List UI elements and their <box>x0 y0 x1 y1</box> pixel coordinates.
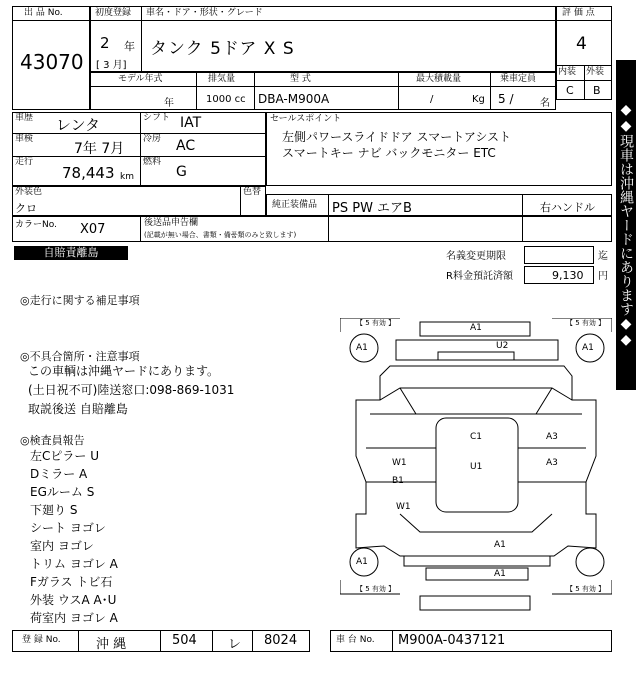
lot-no: 43070 <box>20 50 84 74</box>
recycle-unit: 円 <box>598 271 608 282</box>
mark-front-left-tire: A1 <box>356 343 368 353</box>
shift: IAT <box>180 115 202 131</box>
first-reg-label: 初度登録 <box>95 8 132 18</box>
name-change-unit: 迄 <box>598 251 608 262</box>
mark-rear-bumper: A1 <box>494 569 506 579</box>
inspector-line: シート ヨゴレ <box>30 521 106 535</box>
inspector-line: EGルーム S <box>30 485 95 499</box>
year-unit: 年 <box>124 40 135 53</box>
reg-no-label: 登 録 No. <box>22 635 61 645</box>
capacity-unit: 名 <box>540 98 550 109</box>
color-change-label: 色替 <box>243 187 262 197</box>
inspector-label: ◎検査員報告 <box>20 434 85 447</box>
model-year-unit: 年 <box>164 98 174 109</box>
genuine-equipment: PS PW エアB <box>332 201 412 216</box>
rating: 4 <box>576 34 587 54</box>
type-label: 型 式 <box>290 74 311 84</box>
car-diagram-svg <box>340 318 612 628</box>
reg-class: 504 <box>172 633 197 648</box>
fuel: G <box>176 164 187 180</box>
mark-roof: U1 <box>470 462 483 472</box>
car-name: タンク 5ドア X S <box>150 39 295 59</box>
mark-rear-hatch: A1 <box>494 540 506 550</box>
interior-label: 内装 <box>558 67 577 77</box>
model-year-label: モデル年式 <box>118 74 163 84</box>
name-change-label: 名義変更期限 <box>446 251 506 262</box>
rating-label: 評 価 点 <box>562 8 595 18</box>
mileage: 78,443 <box>62 164 115 182</box>
sales-point-line2: スマートキー ナビ バックモニター ETC <box>282 146 496 160</box>
corner-label-bl: 【 5 有効 】 <box>356 585 396 593</box>
mark-right-door-front: A3 <box>546 432 558 442</box>
detail-left-box <box>12 112 266 186</box>
mark-front-panel: U2 <box>496 341 509 351</box>
corner-label-tl: 【 5 有効 】 <box>356 319 396 327</box>
defect-line: (土日祝不可)陸送窓口:098-869-1031 <box>28 383 235 397</box>
ac-label: 冷房 <box>143 134 162 144</box>
mark-front-bumper: A1 <box>470 323 482 333</box>
mark-left-fender: W1 <box>396 502 411 512</box>
ac: AC <box>176 138 196 154</box>
color-no-label: カラーNo. <box>15 220 57 230</box>
corner-label-br: 【 5 有効 】 <box>566 585 606 593</box>
aftermarket-label: 後送品申告欄 <box>144 218 199 228</box>
insurance-banner: 自賠責離島 <box>14 246 128 260</box>
history: レンタ <box>56 116 101 134</box>
inspector-line: トリム ヨゴレ A <box>30 557 118 571</box>
chassis-no: M900A-0437121 <box>398 633 506 648</box>
capacity: 5 / <box>498 92 514 106</box>
exterior-grade: B <box>593 84 601 97</box>
exterior-color-label: 外装色 <box>15 187 43 197</box>
inspector-list <box>30 447 118 627</box>
sales-point-label: セールスポイント <box>270 114 342 124</box>
inspection-label: 車検 <box>15 134 34 144</box>
recycle-label: R料金預託済額 <box>446 271 513 282</box>
exterior-color-box <box>12 186 266 216</box>
inspector-line: 室内 ヨゴレ <box>30 539 94 553</box>
fuel-label: 燃料 <box>143 157 162 167</box>
defects-label: ◎不具合箇所・注意事項 <box>20 350 140 363</box>
mark-rear-left-tire: A1 <box>356 557 368 567</box>
recycle-amount: 9,130 <box>552 269 584 282</box>
max-load-unit: Kg <box>472 94 485 105</box>
inspector-line: Fガラス トビ石 <box>30 575 113 589</box>
exterior-label: 外装 <box>586 67 605 77</box>
sales-point-line1: 左側パワースライドドア スマートアシスト <box>282 130 512 144</box>
inspector-line: 左Cピラー U <box>30 449 99 463</box>
aftermarket-note: (記載が無い場合、書類・備품類のみと致します) <box>144 231 297 239</box>
max-load-label: 最大積載量 <box>416 74 462 84</box>
color-no: X07 <box>80 222 106 237</box>
model-type: DBA-M900A <box>258 92 330 106</box>
mark-right-door-rear: A3 <box>546 458 558 468</box>
reg-number: 8024 <box>264 633 298 648</box>
lot-no-label: 出 品 No. <box>24 8 63 18</box>
reg-kana: レ <box>228 637 242 652</box>
chassis-label: 車 台 No. <box>336 635 375 645</box>
inspector-line: 下廻り S <box>30 503 78 517</box>
mileage-label: 走行 <box>15 157 34 167</box>
damage-diagram <box>340 318 612 628</box>
mark-pillar: C1 <box>470 432 483 442</box>
handle: 右ハンドル <box>540 201 595 214</box>
mark-left-door-b1: B1 <box>392 476 404 486</box>
car-name-label: 車名・ドア・形状・グレード <box>146 8 263 18</box>
corner-label-tr: 【 5 有効 】 <box>566 319 606 327</box>
inspector-line: 外装 ウスA A･U <box>30 593 117 607</box>
mark-left-door-w1: W1 <box>392 458 407 468</box>
side-banner: ◆◆現車は沖縄ヤードにあります◆◆ <box>616 60 636 390</box>
displacement: 1000 cc <box>206 94 246 105</box>
max-load-sep: / <box>430 94 434 105</box>
exterior-color: クロ <box>15 202 37 215</box>
reg-region: 沖 縄 <box>96 637 127 652</box>
capacity-label: 乗車定員 <box>500 74 537 84</box>
mileage-unit: km <box>120 172 134 182</box>
shift-label: シフト <box>143 113 171 123</box>
interior-grade: C <box>566 84 574 97</box>
first-reg-month: [ 3 月] <box>96 60 127 71</box>
inspector-line: Dミラー A <box>30 467 88 481</box>
displacement-label: 排気量 <box>208 74 236 84</box>
defects-list <box>28 362 234 419</box>
genuine-label: 純正装備品 <box>272 200 318 210</box>
history-label: 車歴 <box>15 113 34 123</box>
driving-notes-label: ◎走行に関する補足事項 <box>20 294 140 307</box>
inspector-line: 荷室内 ヨゴレ A <box>30 611 118 625</box>
first-reg-year: 2 <box>100 34 110 52</box>
inspection: 7年 7月 <box>74 141 125 157</box>
name-change-box <box>524 246 594 264</box>
defect-line: この車輌は沖縄ヤードにあります。 <box>28 364 220 378</box>
defect-line: 取説後送 自賠離島 <box>28 402 128 416</box>
mark-front-right-tire: A1 <box>582 343 594 353</box>
